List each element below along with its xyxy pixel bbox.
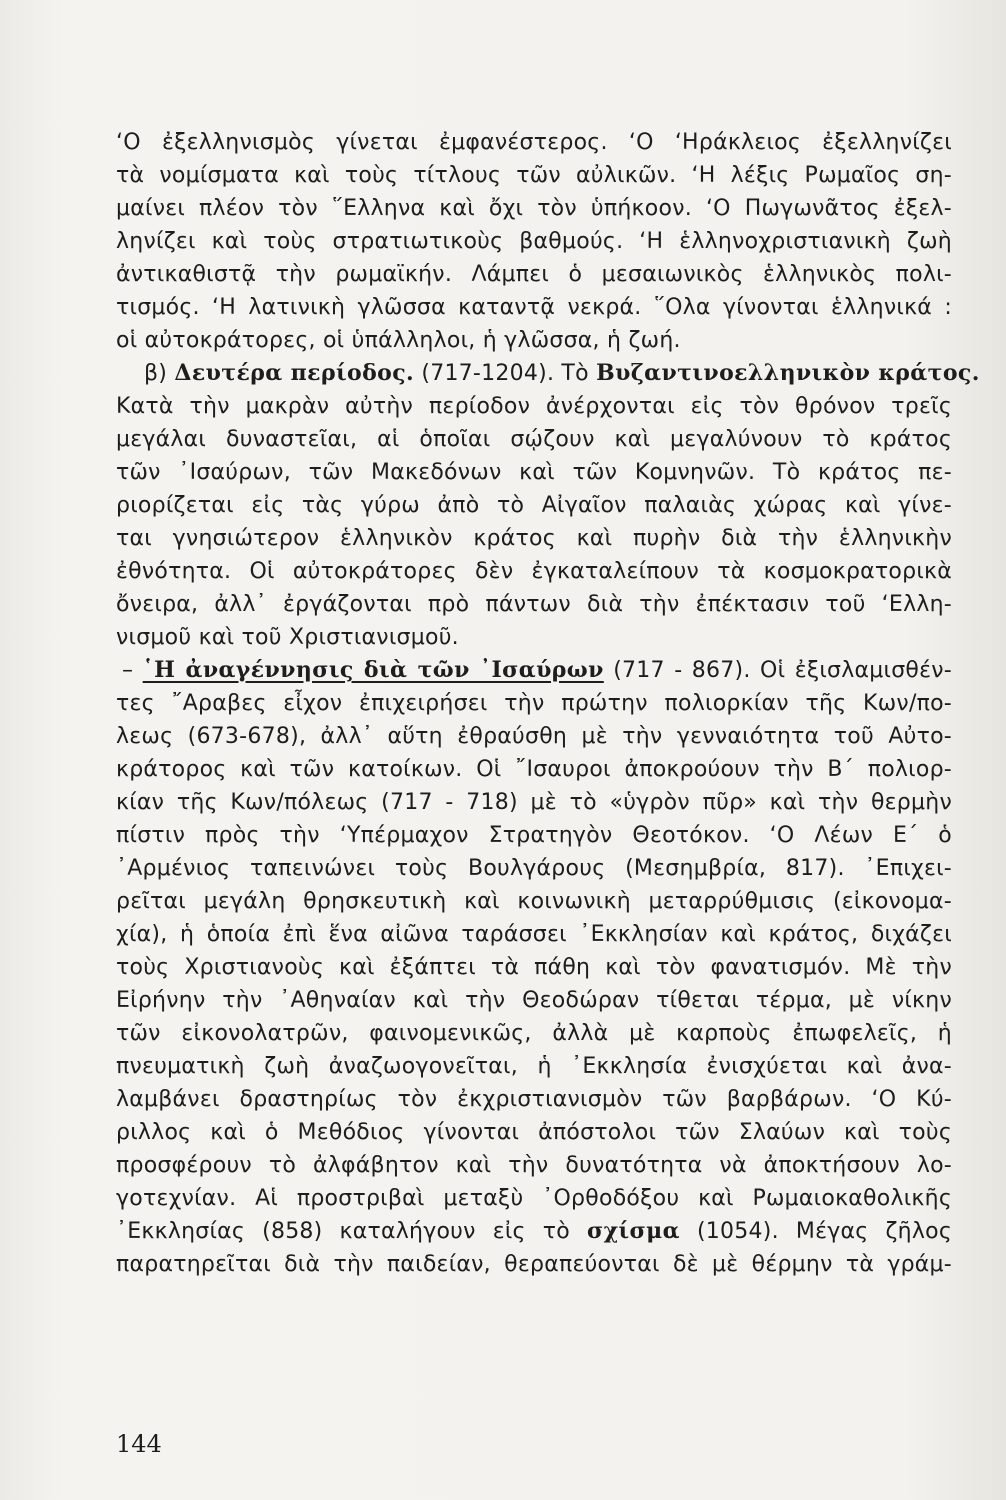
text-line: τῶν ᾿Ισαύρων, τῶν Μακεδόνων καὶ τῶν Κομνηνῶν. Τὸ κράτος πε- (116, 460, 952, 485)
section-isaurian-renaissance (116, 654, 952, 1281)
section-heading-line (116, 357, 980, 390)
text-line: ἀντικαθιστᾷ τὴν ρωμαϊκήν. Λάμπει ὁ μεσαιωνικὸς ἑλληνικὸς πολι- (116, 262, 952, 287)
text-line: προσφέρουν τὸ ἀλφάβητον καὶ τὴν δυνατότητα νὰ ἀποκτήσουν λο- (116, 1153, 952, 1178)
text-line: ληνίζει καὶ τοὺς στρατιωτικοὺς βαθμούς. ‘Η ἑλληνοχριστιανικὴ ζωὴ (116, 229, 952, 254)
text-line: τισμός. ‘Η λατινικὴ γλῶσσα καταντᾷ νεκρά. ῞Ολα γίνονται ἑλληνικά : (116, 295, 952, 320)
text-line: τες ῎Αραβες εἶχον ἐπιχειρήσει τὴν πρώτην πολιορκίαν τῆς Κων/πο- (116, 691, 952, 716)
text-line: τοὺς Χριστιανοὺς καὶ ἐξάπτει τὰ πάθη καὶ τὸν φανατισμόν. Μὲ τὴν (116, 955, 952, 980)
text-line: νισμοῦ καὶ τοῦ Χριστιανισμοῦ. (116, 625, 459, 650)
text-line: ἐθνότητα. Οἱ αὐτοκράτορες δὲν ἐγκαταλείπουν τὰ κοσμοκρατορικὰ (116, 559, 952, 584)
subsection-title: ῾Η ἀναγέννησις διὰ τῶν ᾿Ισαύρων (142, 657, 604, 683)
section-subtitle: Βυζαντινοελληνικὸν κράτος. (596, 360, 980, 386)
text-line: τῶν εἰκονολατρῶν, φαινομενικῶς, ἀλλὰ μὲ καρποὺς ἐπωφελεῖς, ἡ (116, 1021, 952, 1046)
text-line: οἱ αὐτοκράτορες, οἱ ὑπάλληλοι, ἡ γλῶσσα, ἡ ζωή. (116, 328, 681, 353)
text-line: ‘Ο ἐξελληνισμὸς γίνεται ἐμφανέστερος. ‘Ο ‘Ηράκλειος ἐξελληνίζει (116, 130, 952, 155)
text-line: πίστιν πρὸς τὴν ‘Υπέρμαχον Στρατηγὸν Θεοτόκον. ‘Ο Λέων Ε΄ ὁ (116, 823, 952, 848)
text-line: πνευματικὴ ζωὴ ἀναζωογονεῖται, ἡ ᾿Εκκλησία ἐνισχύεται καὶ ἀνα- (116, 1054, 952, 1079)
text-line: μαίνει πλέον τὸν ῞Ελληνα καὶ ὄχι τὸν ὑπήκοον. ‘Ο Πωγωνᾶτος ἐξελ- (116, 196, 952, 221)
text-line: τὰ νομίσματα καὶ τοὺς τίτλους τῶν αὐλικῶν. ‘Η λέξις Ρωμαῖος ση- (116, 163, 952, 188)
text-line: ριλλος καὶ ὁ Μεθόδιος γίνονται ἀπόστολοι τῶν Σλαύων καὶ τοὺς (116, 1120, 952, 1145)
subsection-heading-rest: (717 - 867). Οἱ ἐξισλαμισθέν- (613, 658, 952, 683)
section-dates: (717-1204). Τὸ (421, 361, 589, 386)
schism-line (116, 1215, 952, 1248)
schism-after: (1054). Μέγας ζῆλος (696, 1219, 952, 1244)
page-number: 144 (116, 1430, 162, 1458)
subsection-dash: – (122, 658, 134, 683)
text-line: ρεῖται μεγάλη θρησκευτικὴ καὶ κοινωνικὴ μεταρρύθμισις (εἰκονομα- (116, 889, 952, 914)
subsection-heading-line (116, 654, 952, 687)
section-title: Δευτέρα περίοδος. (174, 360, 415, 386)
text-line: Εἰρήνην τὴν ᾿Αθηναίαν καὶ τὴν Θεοδώραν τίθεται τέρμα, μὲ νίκην (116, 988, 952, 1013)
paragraph-hellenization (116, 126, 952, 357)
schism-term: σχίσμα (586, 1218, 680, 1244)
body-text (116, 126, 980, 1281)
text-line: λαμβάνει δραστηρίως τὸν ἐκχριστιανισμὸν τῶν βαρβάρων. ‘Ο Κύ- (116, 1087, 952, 1112)
text-line: ριορίζεται εἰς τὰς γύρω ἀπὸ τὸ Αἰγαῖον παλαιὰς χώρας καὶ γίνε- (116, 493, 952, 518)
text-line: μεγάλαι δυναστεῖαι, αἱ ὁποῖαι σῴζουν καὶ μεγαλύνουν τὸ κράτος (116, 427, 952, 452)
section-prefix: β) (144, 361, 168, 386)
text-line: ᾿Αρμένιος ταπεινώνει τοὺς Βουλγάρους (Μεσημβρία, 817). ᾿Επιχει- (116, 856, 952, 881)
text-line: Κατὰ τὴν μακρὰν αὐτὴν περίοδον ἀνέρχονται εἰς τὸν θρόνον τρεῖς (116, 394, 952, 419)
text-line: ται γνησιώτερον ἑλληνικὸν κράτος καὶ πυρὴν διὰ τὴν ἑλληνικὴν (116, 526, 952, 551)
text-line: κράτορος καὶ τῶν κατοίκων. Οἱ ῎Ισαυροι ἀποκρούουν τὴν Β΄ πολιορ- (116, 757, 952, 782)
text-line: παρατηρεῖται διὰ τὴν παιδείαν, θεραπεύονται δὲ μὲ θέρμην τὰ γράμ- (116, 1252, 952, 1277)
text-line: ὄνειρα, ἀλλ᾿ ἐργάζονται πρὸ πάντων διὰ τὴν ἐπέκτασιν τοῦ ‘Ελλη- (116, 592, 952, 617)
section-second-period (116, 357, 980, 654)
text-line: λεως (673-678), ἀλλ᾿ αὕτη ἐθραύσθη μὲ τὴν γενναιότητα τοῦ Αὐτο- (116, 724, 952, 749)
schism-before: ᾿Εκκλησίας (858) καταλήγουν εἰς τὸ (116, 1219, 570, 1244)
text-line: γοτεχνίαν. Αἱ προστριβαὶ μεταξὺ ᾿Ορθοδόξου καὶ Ρωμαιοκαθολικῆς (116, 1186, 952, 1211)
text-line: κίαν τῆς Κων/πόλεως (717 - 718) μὲ τὸ «ὑγρὸν πῦρ» καὶ τὴν θερμὴν (116, 790, 952, 815)
text-line: χία), ἡ ὁποία ἐπὶ ἕνα αἰῶνα ταράσσει ᾿Εκκλησίαν καὶ κράτος, διχάζει (116, 922, 952, 947)
